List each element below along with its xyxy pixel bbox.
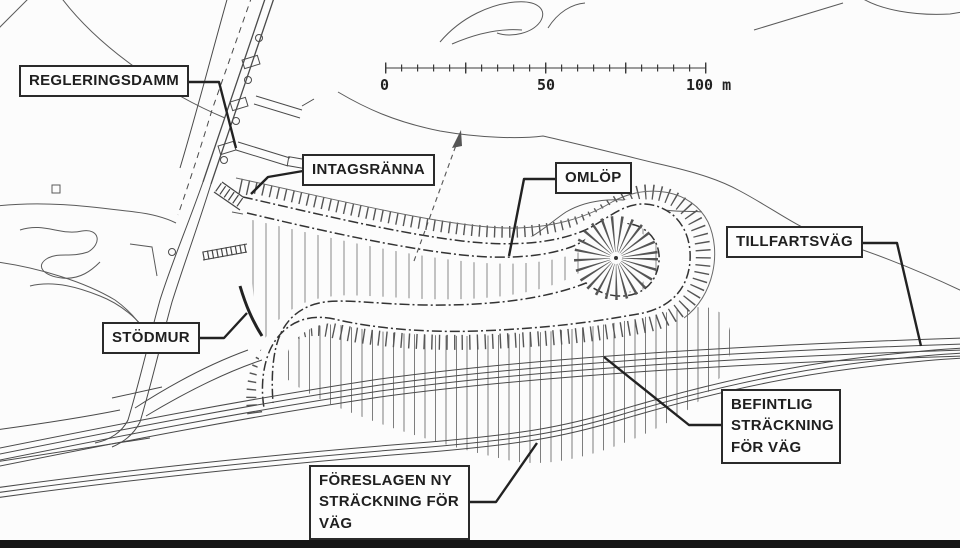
label-stodmur: STÖDMUR	[102, 322, 200, 354]
label-foreslagen-strackning: FÖRESLAGEN NY STRÄCKNING FÖR VÄG	[309, 465, 470, 540]
scale-label-zero: 0	[380, 76, 390, 94]
label-befintlig-strackning: BEFINTLIG STRÄCKNING FÖR VÄG	[721, 389, 841, 464]
label-regleringsdamm: REGLERINGSDAMM	[19, 65, 189, 97]
label-intagsranna: INTAGSRÄNNA	[302, 154, 435, 186]
bottom-border-bar	[0, 540, 960, 548]
label-omlop: OMLÖP	[555, 162, 632, 194]
scale-label-hundred: 100 m	[686, 76, 732, 94]
radial-fan	[580, 222, 652, 294]
label-tillfartsvag: TILLFARTSVÄG	[726, 226, 863, 258]
scale-label-fifty: 50	[537, 76, 556, 94]
